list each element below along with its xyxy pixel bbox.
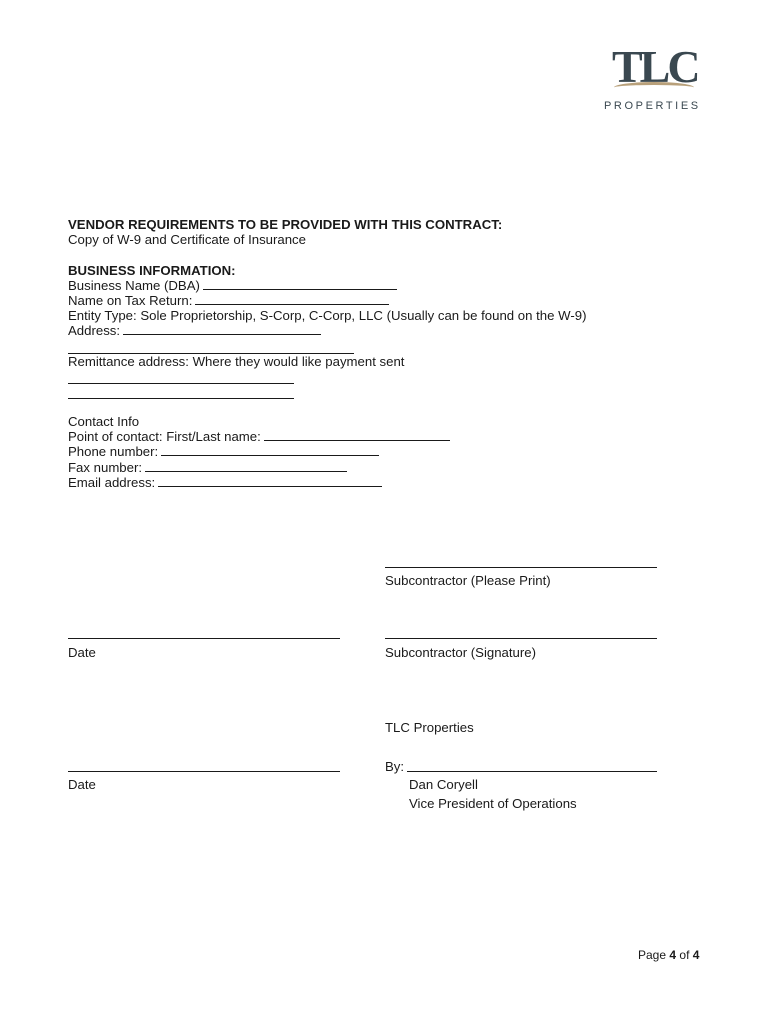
- email-row: [68, 475, 382, 490]
- address-row: [68, 323, 321, 338]
- signer-title: Vice President of Operations: [409, 796, 577, 811]
- business-name-label: Business Name (DBA): [68, 278, 200, 293]
- contact-heading: Contact Info: [68, 414, 140, 429]
- address-label: Address:: [68, 323, 121, 338]
- date-line-2[interactable]: [68, 771, 340, 772]
- tax-name-row: [68, 293, 389, 308]
- signer-name: Dan Coryell: [409, 777, 478, 792]
- address-field[interactable]: [123, 323, 321, 335]
- phone-label: Phone number:: [68, 444, 159, 459]
- subcontractor-print-label: Subcontractor (Please Print): [385, 573, 551, 588]
- fax-row: [68, 460, 347, 475]
- phone-field[interactable]: [161, 444, 379, 456]
- subcontractor-signature-line[interactable]: [385, 638, 657, 639]
- by-signature-line[interactable]: [407, 771, 657, 772]
- business-name-field[interactable]: [203, 278, 397, 290]
- date-label-1: Date: [68, 645, 96, 660]
- poc-label: Point of contact: First/Last name:: [68, 429, 261, 444]
- remittance-line-2[interactable]: [68, 398, 294, 399]
- logo-swoosh: [614, 82, 694, 93]
- business-name-row: [68, 278, 397, 293]
- remittance-label: Remittance address: Where they would like payment sent: [68, 354, 405, 369]
- phone-row: [68, 444, 379, 459]
- poc-row: [68, 429, 450, 444]
- page-of-label: of: [679, 948, 690, 962]
- company-logo: [600, 41, 710, 114]
- by-label: By:: [385, 759, 405, 774]
- company-name: TLC Properties: [385, 720, 474, 735]
- subcontractor-print-line[interactable]: [385, 567, 657, 568]
- requirements-text: Copy of W-9 and Certificate of Insurance: [68, 232, 306, 247]
- page-label: Page: [638, 948, 667, 962]
- date-label-2: Date: [68, 777, 96, 792]
- email-field[interactable]: [158, 475, 382, 487]
- entity-type: Entity Type: Sole Proprietorship, S-Corp, C-Corp, LLC (Usually can be found on the W-9): [68, 308, 587, 323]
- requirements-heading: VENDOR REQUIREMENTS TO BE PROVIDED WITH THIS CONTRACT:: [68, 217, 503, 232]
- poc-field[interactable]: [264, 429, 450, 441]
- page-current: 4: [669, 948, 677, 962]
- logo-mark: TLC: [612, 41, 698, 92]
- logo-subtitle: PROPERTIES: [604, 100, 701, 112]
- page-number: [638, 948, 699, 962]
- date-line-1[interactable]: [68, 638, 340, 639]
- page-total: 4: [692, 948, 700, 962]
- tax-name-field[interactable]: [195, 293, 389, 305]
- remittance-line-1[interactable]: [68, 383, 294, 384]
- tax-name-label: Name on Tax Return:: [68, 293, 193, 308]
- fax-label: Fax number:: [68, 460, 143, 475]
- business-heading: BUSINESS INFORMATION:: [68, 263, 236, 278]
- email-label: Email address:: [68, 475, 156, 490]
- fax-field[interactable]: [145, 460, 347, 472]
- subcontractor-signature-label: Subcontractor (Signature): [385, 645, 536, 660]
